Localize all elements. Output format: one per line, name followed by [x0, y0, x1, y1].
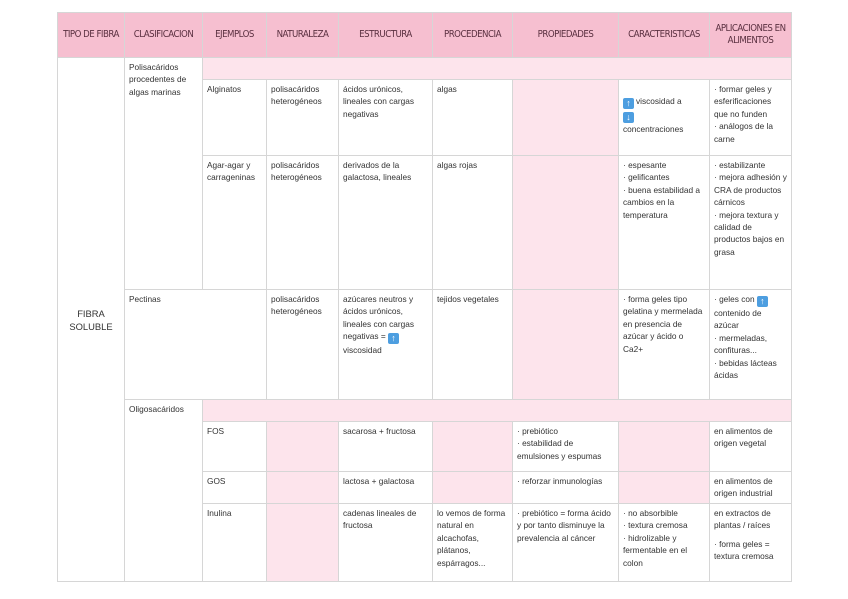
ejemplo-cell: Alginatos: [203, 80, 267, 156]
caracteristicas-cell: · forma geles tipo gelatina y mermelada en presencia de azúcar y ácido o Ca2+: [619, 290, 710, 400]
arrow-down-icon: ↓: [623, 112, 634, 123]
aplicaciones-cell: en alimentos de origen industrial: [710, 472, 792, 504]
aplicaciones-cell: [710, 504, 792, 582]
procedencia-cell: algas: [433, 80, 513, 156]
caracteristicas-cell: [619, 504, 710, 582]
aplicacion-item: · estabilizante: [714, 160, 766, 170]
caracteristicas-cell: [619, 80, 710, 156]
estructura-cell: derivados de la galactosa, lineales: [339, 156, 433, 290]
propiedades-cell: [513, 422, 619, 472]
procedencia-cell: tejidos vegetales: [433, 290, 513, 400]
naturaleza-cell: polisacáridos heterogéneos: [267, 156, 339, 290]
estructura-text: azúcares neutros y ácidos urónicos, lineales con cargas negativas =: [343, 294, 415, 342]
aplicacion-text: · geles con: [714, 294, 755, 304]
header-procedencia: PROCEDENCIA: [433, 13, 513, 58]
propiedad-item: · prebiótico: [517, 426, 559, 436]
naturaleza-cell: [267, 472, 339, 504]
header-naturaleza: NATURALEZA: [267, 13, 339, 58]
arrow-up-icon: ↑: [623, 98, 634, 109]
caracteristicas-cell: [619, 472, 710, 504]
group-pectinas: Pectinas: [125, 290, 267, 400]
group-band: [203, 400, 792, 422]
group-polisacaridos: Polisacáridos procedentes de algas marinas: [125, 58, 203, 290]
aplicacion-item: · mermeladas, confituras...: [714, 332, 768, 356]
ejemplo-cell: Agar-agar y carrageninas: [203, 156, 267, 290]
caracteristica-item: · hidrolizable y fermentable en el colon: [623, 532, 688, 568]
arrow-up-icon: ↑: [757, 296, 768, 307]
estructura-cell: [339, 290, 433, 400]
naturaleza-cell: [267, 422, 339, 472]
group-oligosacaridos: Oligosacáridos: [125, 400, 203, 582]
naturaleza-cell: polisacáridos heterogéneos: [267, 290, 339, 400]
aplicacion-item: · mejora textura y calidad de productos bajos en grasa: [714, 209, 785, 257]
header-clasificacion: CLASIFICACION: [125, 13, 203, 58]
arrow-up-icon: ↑: [388, 333, 399, 344]
aplicaciones-cell: [710, 156, 792, 290]
table-row: [58, 290, 792, 400]
estructura-cell: cadenas lineales de fructosa: [339, 504, 433, 582]
group-band: [203, 58, 792, 80]
aplicacion-text: contenido de azúcar: [714, 308, 762, 331]
header-ejemplos: EJEMPLOS: [203, 13, 267, 58]
fiber-classification-table: [57, 12, 792, 582]
estructura-cell: ácidos urónicos, lineales con cargas negativas: [339, 80, 433, 156]
aplicacion-item: · mejora adhesión y CRA de productos cárnicos: [714, 172, 787, 208]
aplicaciones-cell: [710, 80, 792, 156]
propiedad-item: · estabilidad de emulsiones y espumas: [517, 438, 602, 461]
table-row: [58, 400, 792, 422]
propiedades-cell: · reforzar inmunologías: [513, 472, 619, 504]
caracteristica-item: · espesante: [623, 160, 667, 170]
caracteristica-item: · textura cremosa: [623, 520, 688, 531]
header-caracteristicas: CARACTERISTICAS: [619, 13, 710, 58]
table-row: [58, 58, 792, 80]
propiedades-cell: [513, 80, 619, 156]
naturaleza-cell: [267, 504, 339, 582]
estructura-cell: lactosa + galactosa: [339, 472, 433, 504]
procedencia-cell: lo vemos de forma natural en alcachofas, plátanos, espárragos...: [433, 504, 513, 582]
aplicacion-item: en extractos de plantas / raíces: [714, 508, 771, 531]
aplicacion-item: · formar geles y esferificaciones que no funden: [714, 84, 772, 119]
propiedades-cell: · prebiótico = forma ácido y por tanto disminuye la prevalencia al cáncer: [513, 504, 619, 582]
caracteristica-item: · gelificantes: [623, 172, 670, 183]
procedencia-cell: algas rojas: [433, 156, 513, 290]
header-propiedades: PROPIEDADES: [513, 13, 619, 58]
aplicaciones-cell: [710, 290, 792, 400]
ejemplo-cell: GOS: [203, 472, 267, 504]
header-aplicaciones: APLICACIONES EN ALIMENTOS: [710, 13, 792, 58]
aplicacion-item: · análogos de la carne: [714, 121, 774, 144]
estructura-cell: sacarosa + fructosa: [339, 422, 433, 472]
estructura-text: viscosidad: [343, 345, 382, 356]
procedencia-cell: [433, 472, 513, 504]
fiber-table-sheet: [57, 12, 791, 582]
aplicacion-item: · forma geles = textura cremosa: [714, 538, 774, 562]
ejemplo-cell: FOS: [203, 422, 267, 472]
header-tipo: TIPO DE FIBRA: [58, 13, 125, 58]
propiedades-cell: [513, 156, 619, 290]
caracteristicas-cell: [619, 156, 710, 290]
caracteristicas-cell: [619, 422, 710, 472]
caracteristica-text: concentraciones: [623, 124, 684, 135]
ejemplo-cell: Inulina: [203, 504, 267, 582]
aplicaciones-cell: en alimentos de origen vegetal: [710, 422, 792, 472]
header-row: [58, 13, 792, 58]
caracteristica-item: · buena estabilidad a cambios en la temperatura: [623, 184, 701, 220]
propiedades-cell: [513, 290, 619, 400]
procedencia-cell: [433, 422, 513, 472]
caracteristica-item: · no absorbible: [623, 508, 678, 518]
caracteristica-text: viscosidad a: [636, 96, 682, 107]
aplicacion-item: · bebidas lácteas ácidas: [714, 357, 777, 381]
tipo-fibra-cell: FIBRA SOLUBLE: [58, 58, 125, 582]
naturaleza-cell: polisacáridos heterogéneos: [267, 80, 339, 156]
header-estructura: ESTRUCTURA: [339, 13, 433, 58]
